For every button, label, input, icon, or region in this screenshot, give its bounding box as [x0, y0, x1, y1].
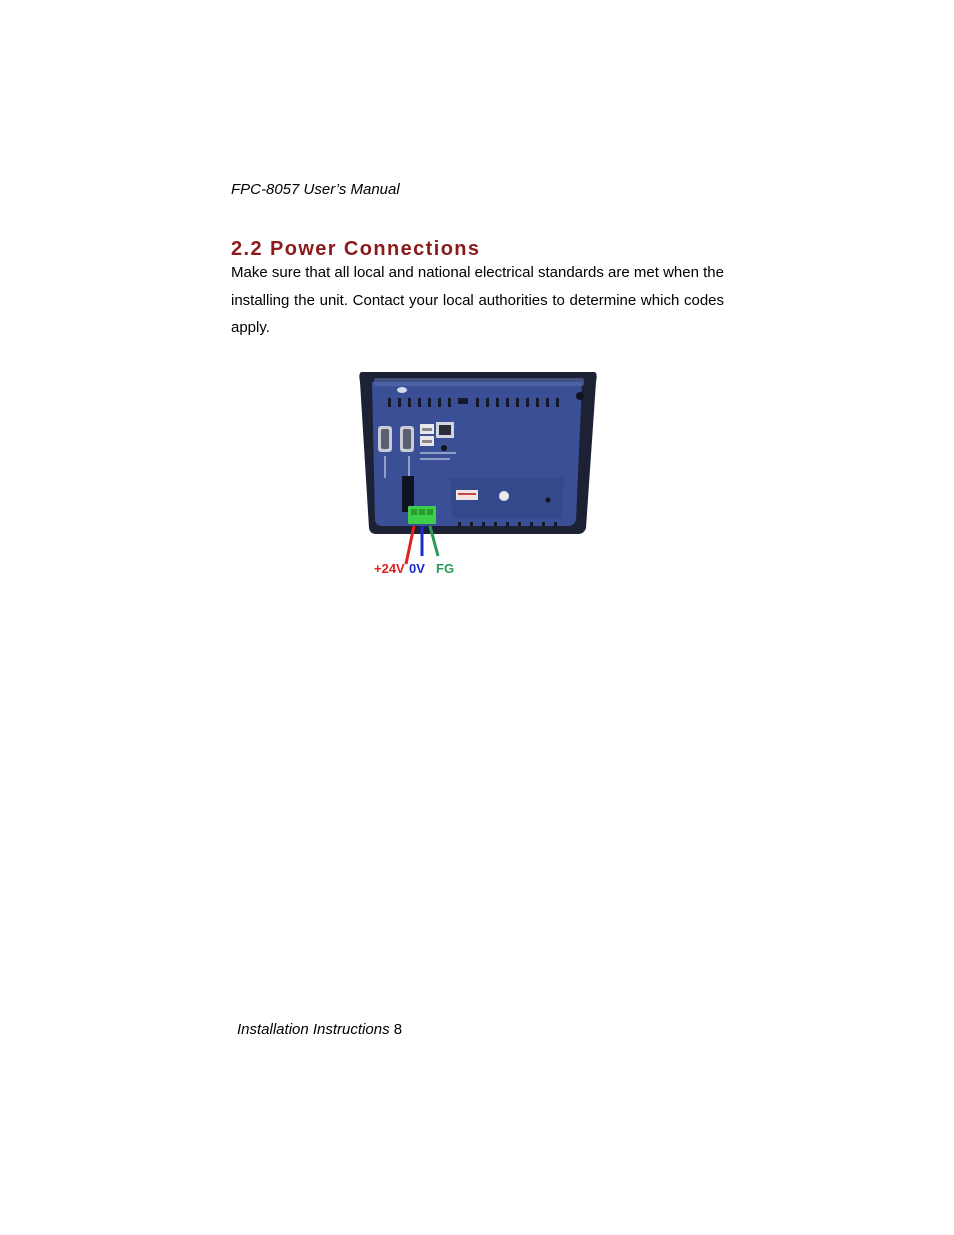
- device-rear-photo: [358, 368, 603, 580]
- power-connections-figure: [358, 368, 603, 580]
- label-fg: FG: [436, 561, 455, 576]
- bottom-vents: [458, 522, 557, 527]
- footer-section-label: Installation Instructions: [237, 1021, 390, 1038]
- label-24v: +24V: [374, 561, 405, 576]
- section-paragraph: Make sure that all local and national electrical standards are met when the installing the unit. Contact your local authorities to determine which codes apply.: [231, 264, 724, 336]
- label-0v: 0V: [409, 561, 425, 576]
- ce-mark-icon: [499, 491, 509, 501]
- top-screw: [397, 387, 407, 393]
- page-footer: [237, 1021, 402, 1038]
- section-title: 2.2 Power Connections: [231, 238, 481, 260]
- corner-screw: [576, 392, 584, 400]
- manual-header: FPC-8057 User’s Manual: [231, 181, 400, 198]
- ground-screw: [546, 498, 551, 503]
- page-number: 8: [393, 1021, 403, 1038]
- compliance-label-text: [458, 493, 476, 495]
- top-highlight: [374, 378, 584, 386]
- power-terminal-block: [408, 506, 436, 524]
